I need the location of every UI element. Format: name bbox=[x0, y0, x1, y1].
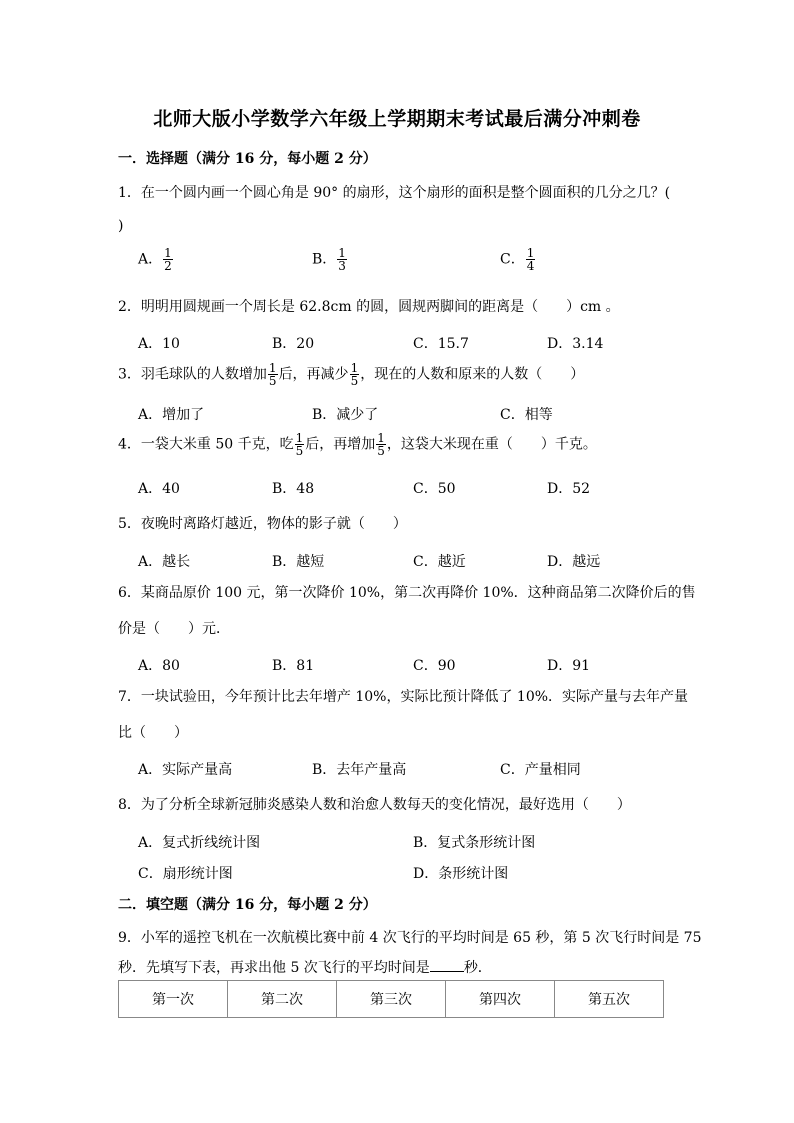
q5-option-c[interactable]: C．越近 bbox=[413, 554, 466, 570]
q5-option-b[interactable]: B．越短 bbox=[272, 554, 325, 570]
table-header-cell: 第三次 bbox=[337, 981, 446, 1018]
q1-option-c[interactable]: C． $\frac{1}{4}$ bbox=[500, 246, 535, 273]
question-1-text: 1．在一个圆内画一个圆心角是 90° 的扇形，这个扇形的面积是整个圆面积的几分之几？( bbox=[118, 185, 671, 201]
question-8-text: 8．为了分析全球新冠肺炎感染人数和治愈人数每天的变化情况，最好选用（ ） bbox=[118, 797, 631, 813]
q8-option-a[interactable]: A．复式折线统计图 bbox=[138, 835, 261, 851]
q3-option-c[interactable]: C．相等 bbox=[500, 407, 553, 423]
q2-option-a[interactable]: A．10 bbox=[138, 336, 180, 352]
question-7-text-cont: 比（ ） bbox=[118, 725, 188, 741]
q2-option-d[interactable]: D．3.14 bbox=[547, 336, 604, 352]
question-4-text: 4．一袋大米重 50 千克，吃 $\frac{1}{5}$ 后，再增加 $\frac{1}{5}$ ，这袋大米现在重（ ）千克。 bbox=[118, 431, 597, 458]
q4-option-a[interactable]: A．40 bbox=[138, 481, 180, 497]
q2-option-c[interactable]: C．15.7 bbox=[413, 336, 469, 352]
table-header-cell: 第四次 bbox=[446, 981, 555, 1018]
table-row bbox=[119, 981, 664, 1018]
q1-option-a[interactable]: A． $\frac{1}{2}$ bbox=[138, 246, 172, 273]
question-6-text-cont: 价是（ ）元． bbox=[118, 621, 230, 637]
q6-option-a[interactable]: A．80 bbox=[138, 658, 180, 674]
section-heading-fill: 二．填空题（满分 16 分，每小题 2 分） bbox=[118, 897, 377, 913]
fraction: $\frac{1}{5}$ bbox=[295, 431, 304, 458]
q4-option-d[interactable]: D．52 bbox=[547, 481, 591, 497]
q1-option-b[interactable]: B． $\frac{1}{3}$ bbox=[312, 246, 346, 273]
q2-option-b[interactable]: B．20 bbox=[272, 336, 315, 352]
table-header-cell: 第一次 bbox=[119, 981, 228, 1018]
question-5-text: 5．夜晚时离路灯越近，物体的影子就（ ） bbox=[118, 516, 407, 532]
question-6-text: 6．某商品原价 100 元，第一次降价 10%，第二次再降价 10%．这种商品第二次降价后的售 bbox=[118, 585, 696, 601]
answer-blank[interactable] bbox=[430, 959, 464, 972]
page-title: 北师大版小学数学六年级上学期期末考试最后满分冲刺卷 bbox=[153, 108, 641, 130]
fraction: $\frac{1}{4}$ bbox=[526, 246, 535, 273]
q3-option-b[interactable]: B．减少了 bbox=[312, 407, 379, 423]
q8-option-b[interactable]: B．复式条形统计图 bbox=[413, 835, 536, 851]
q6-option-c[interactable]: C．90 bbox=[413, 658, 456, 674]
q6-option-d[interactable]: D．91 bbox=[547, 658, 591, 674]
q4-option-b[interactable]: B．48 bbox=[272, 481, 315, 497]
fraction: $\frac{1}{5}$ bbox=[377, 431, 385, 458]
question-9-text-cont: 秒．先填写下表，再求出他 5 次飞行的平均时间是 秒． bbox=[118, 960, 492, 976]
q7-option-c[interactable]: C．产量相同 bbox=[500, 762, 581, 778]
question-2-text: 2．明明用圆规画一个周长是 62.8cm 的圆，圆规两脚间的距离是（ ）cm 。 bbox=[118, 299, 620, 315]
question-3-text: 3．羽毛球队的人数增加 $\frac{1}{5}$ 后，再减少 $\frac{1}{5}$ ，现在的人数和原来的人数（ ） bbox=[118, 361, 585, 388]
q3-option-a[interactable]: A．增加了 bbox=[138, 407, 205, 423]
question-9-text: 9．小军的遥控飞机在一次航模比赛中前 4 次飞行的平均时间是 65 秒，第 5 次飞行时间是 75 bbox=[118, 930, 702, 946]
q7-option-b[interactable]: B．去年产量高 bbox=[312, 762, 407, 778]
q7-option-a[interactable]: A．实际产量高 bbox=[138, 762, 233, 778]
section-heading-choice: 一．选择题（满分 16 分，每小题 2 分） bbox=[118, 151, 377, 167]
q5-option-a[interactable]: A．越长 bbox=[138, 554, 191, 570]
table-header-cell: 第二次 bbox=[228, 981, 337, 1018]
flight-times-table bbox=[118, 980, 664, 1018]
fraction: $\frac{1}{5}$ bbox=[350, 361, 359, 388]
fraction: $\frac{1}{3}$ bbox=[338, 246, 346, 273]
question-1-text-cont: ) bbox=[118, 218, 124, 234]
question-7-text: 7．一块试验田，今年预计比去年增产 10%，实际比预计降低了 10%．实际产量与去年产量 bbox=[118, 689, 689, 705]
q5-option-d[interactable]: D．越远 bbox=[547, 554, 601, 570]
table-header-cell: 第五次 bbox=[555, 981, 664, 1018]
q6-option-b[interactable]: B．81 bbox=[272, 658, 315, 674]
fraction: $\frac{1}{2}$ bbox=[164, 246, 172, 273]
q4-option-c[interactable]: C．50 bbox=[413, 481, 456, 497]
q8-option-c[interactable]: C．扇形统计图 bbox=[138, 866, 233, 882]
fraction: $\frac{1}{5}$ bbox=[268, 361, 277, 388]
q8-option-d[interactable]: D．条形统计图 bbox=[413, 866, 509, 882]
